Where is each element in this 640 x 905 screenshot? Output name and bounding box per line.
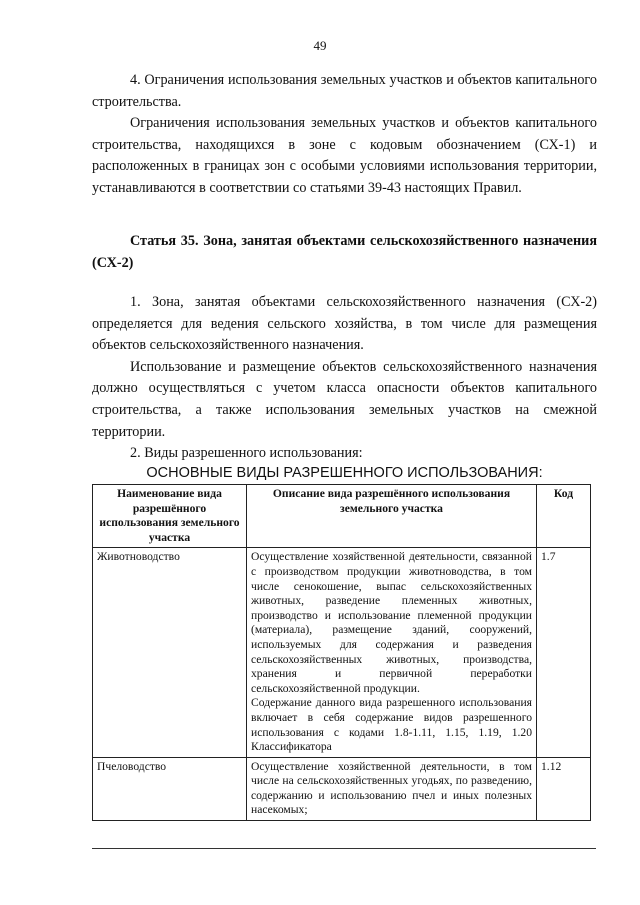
table-title: ОСНОВНЫЕ ВИДЫ РАЗРЕШЕННОГО ИСПОЛЬЗОВАНИЯ: xyxy=(146,465,543,481)
row-description-main: Осуществление хозяйственной деятельности, связанной с производством продукции животноводства, в том числе сенокошение, выпас сельскохозяйственных животных, разведение племенных животных, производство и использование племенной продукции (материала), размещение зданий, сооружений, используемых для содержания и разведения сельскохозяйственных животных, производства, хранения и первичной переработки сельскохозяйственной продукции. xyxy=(251,550,532,695)
article-title-block xyxy=(92,231,597,274)
row-name: Пчеловодство xyxy=(93,757,247,820)
row-code: 1.12 xyxy=(537,757,591,820)
header-code: Код xyxy=(537,485,591,548)
article-title: Статья 35. Зона, занятая объектами сельскохозяйственного назначения (СХ-2) xyxy=(92,233,597,271)
row-description xyxy=(247,757,537,820)
row-description xyxy=(247,548,537,757)
table-header-row xyxy=(93,485,591,548)
permitted-use-table xyxy=(92,484,591,821)
row-description-main: Осуществление хозяйственной деятельности, в том числе на сельскохозяйственных угодьях, по разведению, содержанию и использованию пчел и иных полезных насекомых; xyxy=(251,759,532,817)
row-name: Животноводство xyxy=(93,548,247,757)
restrictions-text: Ограничения использования земельных участков и объектов капитального строительства, находящихся в зоне с кодовым обозначением (СХ-1) и расположенных в границах зон с особыми условиями использования территории, устанавливаются в соответствии со статьями 39-43 настоящих Правил. xyxy=(92,115,597,196)
zone-description-section xyxy=(92,292,597,465)
table-row xyxy=(93,757,591,820)
paragraph-zone-usage: Использование и размещение объектов сельскохозяйственного назначения должно осуществляться с учетом класса опасности объектов капитального строительства, а также использования земельных участков на смежной территории. xyxy=(92,358,597,440)
row-description-extra: Содержание данного вида разрешенного использования включает в себя содержание видов разрешенного использования с кодами 1.8-1.11, 1.15, 1.19, 1.20 Классификатора xyxy=(251,696,532,754)
table-row xyxy=(93,548,591,757)
header-description: Описание вида разрешённого использования земельного участка xyxy=(247,485,537,548)
restrictions-heading: 4. Ограничения использования земельных участков и объектов капитального строительства. xyxy=(92,72,597,110)
bottom-divider xyxy=(92,848,596,849)
paragraph-usage-types: 2. Виды разрешенного использования: xyxy=(130,445,363,462)
paragraph-zone-definition: 1. Зона, занятая объектами сельскохозяйственного назначения (СХ-2) определяется для ведения сельского хозяйства, в том числе для размещения объектов сельскохозяйственного назначения. xyxy=(92,294,597,354)
page-number: 49 xyxy=(313,38,327,53)
row-code: 1.7 xyxy=(537,548,591,757)
header-name: Наименование вида разрешённого использования земельного участка xyxy=(93,485,247,548)
restrictions-section xyxy=(92,70,597,200)
